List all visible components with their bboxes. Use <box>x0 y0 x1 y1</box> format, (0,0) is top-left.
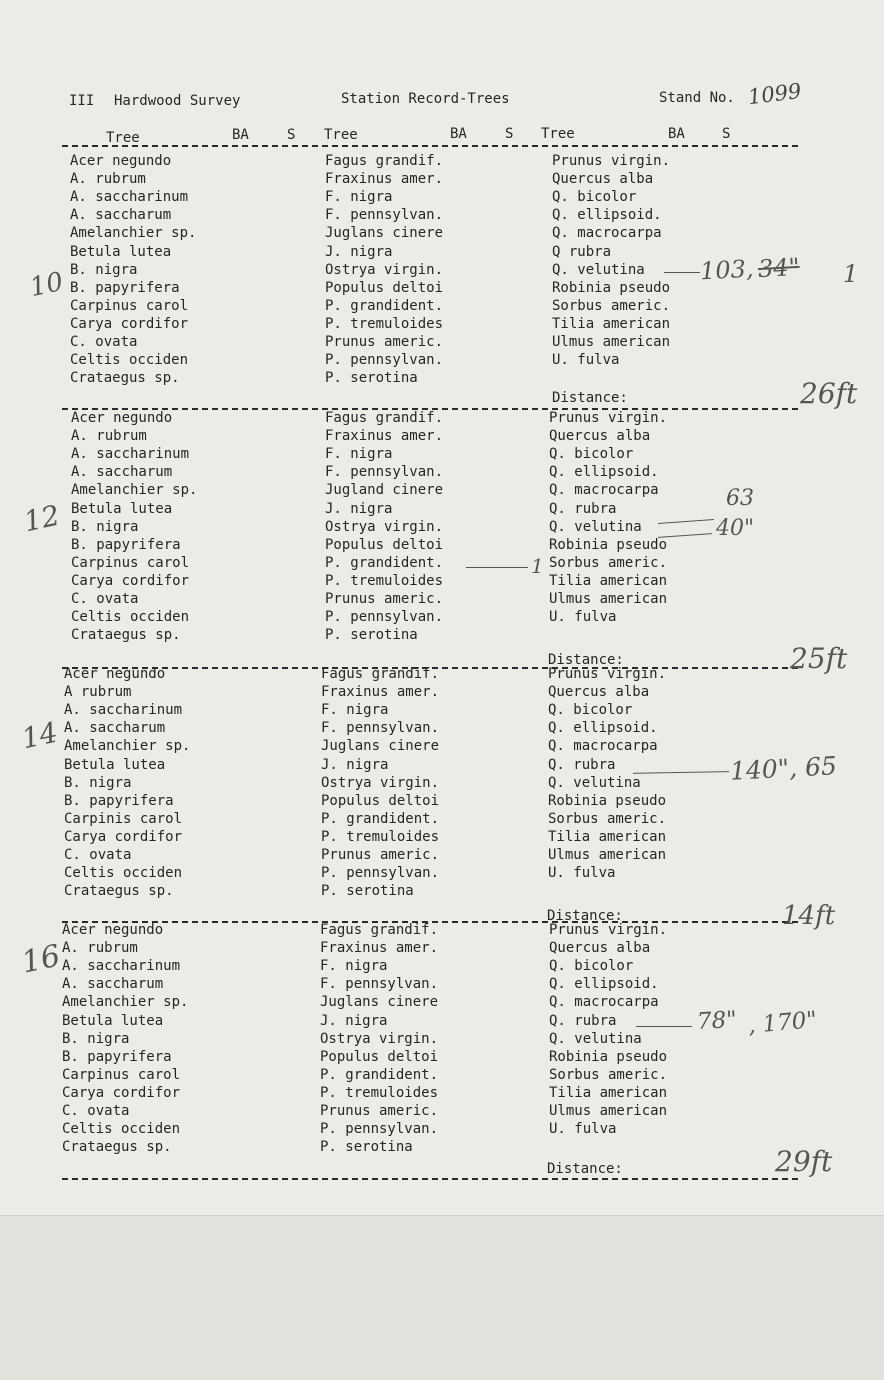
species-entry: F. pennsylvan. <box>325 207 444 224</box>
species-entry: Carpinus carol <box>70 297 189 314</box>
species-entry: C. ovata <box>64 847 132 863</box>
species-entry: Robinia pseudo <box>548 792 667 809</box>
species-entry: Ostrya virgin. <box>320 1030 439 1047</box>
distance-value: 14ft <box>782 901 836 931</box>
species-entry: Fagus grandif. <box>325 153 444 169</box>
species-entry: B. papyrifera <box>71 536 181 553</box>
handwritten-note: , 170" <box>746 1007 819 1039</box>
species-entry: B. papyrifera <box>64 792 174 809</box>
species-entry: Carpinis carol <box>64 810 183 827</box>
stand-label: Stand No. <box>659 90 735 106</box>
species-entry: A. rubrum <box>71 428 147 445</box>
species-entry: Betula lutea <box>71 500 173 517</box>
species-entry: Q. bicolor <box>552 189 637 206</box>
species-entry: A. saccharinum <box>62 958 181 975</box>
species-entry: A. saccharinum <box>70 189 189 206</box>
species-entry: F. nigra <box>325 446 393 463</box>
station-number: 14 <box>18 715 61 756</box>
species-entry: Acer negundo <box>64 666 166 682</box>
species-entry: Prunus virgin. <box>549 922 668 938</box>
handwritten-note: 40" <box>716 516 755 541</box>
species-entry: B. papyrifera <box>70 279 180 296</box>
species-entry: Juglans cinere <box>320 994 439 1011</box>
species-entry: Sorbus americ. <box>549 1066 668 1083</box>
species-entry: A. rubrum <box>70 171 146 188</box>
species-entry: Carya cordifor <box>64 828 183 845</box>
species-entry: Carya cordifor <box>62 1084 181 1101</box>
species-entry: Q. velutina <box>549 518 642 535</box>
species-entry: P. grandident. <box>320 1066 439 1083</box>
species-entry: Populus deltoi <box>325 536 444 553</box>
species-entry: A. saccharinum <box>64 702 183 719</box>
species-entry: Q. ellipsoid. <box>552 207 662 224</box>
species-entry: A. saccharum <box>64 720 166 737</box>
station-number: 10 <box>27 266 66 304</box>
species-entry: Prunus americ. <box>321 847 440 863</box>
species-entry: P. serotina <box>321 883 414 900</box>
handwritten-note: 1 <box>531 554 544 578</box>
species-entry: Prunus virgin. <box>548 666 667 682</box>
station-number: 16 <box>18 938 64 981</box>
species-entry: Q. macrocarpa <box>548 738 658 755</box>
species-entry: Q. bicolor <box>549 446 634 463</box>
species-entry: Q. macrocarpa <box>549 482 659 499</box>
species-entry: A. rubrum <box>62 940 138 957</box>
species-entry: Populus deltoi <box>325 279 444 296</box>
species-entry: B. papyrifera <box>62 1048 172 1065</box>
species-entry: A. saccharum <box>70 207 172 224</box>
species-entry: Prunus americ. <box>325 334 444 350</box>
species-entry: Celtis occiden <box>70 352 189 369</box>
species-entry: P. serotina <box>325 627 418 644</box>
species-entry: Fraxinus amer. <box>320 940 439 957</box>
species-entry: Ostrya virgin. <box>325 261 444 278</box>
species-entry: Sorbus americ. <box>552 297 671 314</box>
species-entry: Amelanchier sp. <box>71 482 198 499</box>
sheet-bottom-edge <box>0 1215 884 1380</box>
record-title: Station Record-Trees <box>341 91 510 107</box>
header-rule <box>62 145 798 147</box>
species-entry: J. nigra <box>321 756 389 773</box>
species-entry: A. saccharum <box>71 464 173 481</box>
species-entry: Acer negundo <box>70 153 172 169</box>
species-entry: Crataegus sp. <box>64 883 174 900</box>
species-entry: F. pennsylvan. <box>320 976 439 993</box>
species-entry: Carpinus carol <box>71 554 190 571</box>
species-entry: Celtis occiden <box>64 865 183 882</box>
col-ba-3: BA <box>668 126 685 142</box>
species-entry: P. pennsylvan. <box>321 865 440 882</box>
handwritten-note: 34" <box>757 252 801 284</box>
species-entry: B. nigra <box>62 1030 130 1047</box>
species-entry: Prunus americ. <box>320 1103 439 1119</box>
species-entry: Carpinus carol <box>62 1066 181 1083</box>
species-entry: P. tremuloides <box>325 315 444 332</box>
species-entry: C. ovata <box>71 591 139 607</box>
species-entry: Fagus grandif. <box>325 410 444 426</box>
species-entry: P. tremuloides <box>320 1084 439 1101</box>
species-entry: Fraxinus amer. <box>325 171 444 188</box>
species-entry: F. nigra <box>325 189 393 206</box>
species-entry: Robinia pseudo <box>549 1048 668 1065</box>
species-entry: Juglans cinere <box>325 225 444 242</box>
species-entry: Carya cordifor <box>70 315 189 332</box>
species-entry: Betula lutea <box>64 756 166 773</box>
col-tree-2: Tree <box>324 127 358 143</box>
distance-value: 29ft <box>775 1145 833 1178</box>
distance-value: 26ft <box>800 377 858 410</box>
species-entry: Betula lutea <box>70 243 172 260</box>
col-ba-1: BA <box>232 127 249 143</box>
species-entry: F. pennsylvan. <box>325 464 444 481</box>
species-entry: Q. bicolor <box>548 702 633 719</box>
species-entry: Populus deltoi <box>320 1048 439 1065</box>
species-entry: P. pennsylvan. <box>325 609 444 626</box>
species-entry: C. ovata <box>70 334 138 350</box>
species-entry: Tilia american <box>552 315 671 332</box>
species-entry: U. fulva <box>549 609 617 626</box>
species-entry: P. tremuloides <box>325 572 444 589</box>
species-entry: Q. rubra <box>549 1012 617 1029</box>
distance-value: 25ft <box>790 642 848 675</box>
species-entry: Q. velutina <box>552 261 645 278</box>
species-entry: B. nigra <box>70 261 138 278</box>
species-entry: Q. rubra <box>549 500 617 517</box>
species-entry: Tilia american <box>548 828 667 845</box>
species-entry: Quercus alba <box>552 171 654 188</box>
species-entry: P. pennsylvan. <box>320 1121 439 1138</box>
species-entry: Fagus grandif. <box>320 922 439 938</box>
distance-label: Distance: <box>552 390 628 406</box>
species-entry: P. grandident. <box>325 297 444 314</box>
species-entry: B. nigra <box>71 518 139 535</box>
species-entry: P. serotina <box>320 1139 413 1156</box>
species-entry: Fraxinus amer. <box>321 684 440 701</box>
species-entry: Crataegus sp. <box>71 627 181 644</box>
species-entry: Quercus alba <box>548 684 650 701</box>
handwritten-note: 140", 65 <box>729 751 838 786</box>
species-entry: Ulmus american <box>548 847 667 863</box>
species-entry: Q rubra <box>552 243 612 260</box>
species-entry: Jugland cinere <box>325 482 444 499</box>
species-entry: Crataegus sp. <box>62 1139 172 1156</box>
species-entry: Ulmus american <box>549 591 668 607</box>
species-entry: Prunus virgin. <box>549 410 668 426</box>
species-entry: Q. rubra <box>548 756 616 773</box>
leader-line <box>636 1026 692 1027</box>
species-entry: Prunus americ. <box>325 591 444 607</box>
stand-number: 1099 <box>746 78 803 110</box>
col-ba-2: BA <box>450 126 467 142</box>
species-entry: Ulmus american <box>552 334 671 350</box>
species-entry: Q. macrocarpa <box>549 994 659 1011</box>
species-entry: J. nigra <box>320 1012 388 1029</box>
species-entry: Quercus alba <box>549 428 651 445</box>
species-entry: C. ovata <box>62 1103 130 1119</box>
species-entry: P. grandident. <box>321 810 440 827</box>
species-entry: Amelanchier sp. <box>62 994 189 1011</box>
species-entry: Fraxinus amer. <box>325 428 444 445</box>
species-entry: Celtis occiden <box>62 1121 181 1138</box>
species-entry: P. grandident. <box>325 554 444 571</box>
species-entry: Q. macrocarpa <box>552 225 662 242</box>
handwritten-note: 103, <box>699 254 755 286</box>
species-entry: Tilia american <box>549 1084 668 1101</box>
species-entry: P. serotina <box>325 370 418 387</box>
leader-line <box>466 567 528 568</box>
col-s-3: S <box>722 126 731 142</box>
species-entry: A. saccharum <box>62 976 164 993</box>
species-entry: Sorbus americ. <box>548 810 667 827</box>
species-entry: Ulmus american <box>549 1103 668 1119</box>
species-entry: Betula lutea <box>62 1012 164 1029</box>
col-s-1: S <box>287 127 296 143</box>
section-number: III <box>69 93 95 109</box>
distance-label: Distance: <box>547 1161 623 1177</box>
species-entry: Crataegus sp. <box>70 370 180 387</box>
species-entry: B. nigra <box>64 774 132 791</box>
species-entry: Acer negundo <box>71 410 173 426</box>
handwritten-note: 63 <box>726 486 754 511</box>
handwritten-note: 78" <box>696 1006 738 1036</box>
species-entry: Juglans cinere <box>321 738 440 755</box>
species-entry: A. saccharinum <box>71 446 190 463</box>
station-number: 12 <box>20 498 63 539</box>
species-entry: Carya cordifor <box>71 572 190 589</box>
species-entry: Populus deltoi <box>321 792 440 809</box>
col-tree-1: Tree <box>106 130 140 146</box>
species-entry: Acer negundo <box>62 922 164 938</box>
species-entry: Q. bicolor <box>549 958 634 975</box>
leader-line <box>664 272 700 273</box>
species-entry: U. fulva <box>552 352 620 369</box>
species-entry: F. nigra <box>320 958 388 975</box>
species-entry: Q. velutina <box>549 1030 642 1047</box>
col-s-2: S <box>505 126 514 142</box>
section-rule <box>62 1178 798 1180</box>
species-entry: Prunus virgin. <box>552 153 671 169</box>
species-entry: Robinia pseudo <box>552 279 671 296</box>
species-entry: Q. ellipsoid. <box>549 464 659 481</box>
handwritten-note: 1 <box>843 260 859 288</box>
distance-label: Distance: <box>548 652 624 668</box>
species-entry: Sorbus americ. <box>549 554 668 571</box>
species-entry: Quercus alba <box>549 940 651 957</box>
col-tree-3: Tree <box>541 126 575 142</box>
species-entry: Q. ellipsoid. <box>549 976 659 993</box>
species-entry: Ostrya virgin. <box>321 774 440 791</box>
species-entry: Tilia american <box>549 572 668 589</box>
species-entry: U. fulva <box>548 865 616 882</box>
species-entry: F. pennsylvan. <box>321 720 440 737</box>
survey-title: Hardwood Survey <box>114 93 241 109</box>
species-entry: Amelanchier sp. <box>64 738 191 755</box>
species-entry: J. nigra <box>325 243 393 260</box>
species-entry: U. fulva <box>549 1121 617 1138</box>
species-entry: Ostrya virgin. <box>325 518 444 535</box>
species-entry: J. nigra <box>325 500 393 517</box>
species-entry: Robinia pseudo <box>549 536 668 553</box>
species-entry: Fagus grandif. <box>321 666 440 682</box>
species-entry: Q. ellipsoid. <box>548 720 658 737</box>
species-entry: Amelanchier sp. <box>70 225 197 242</box>
species-entry: Celtis occiden <box>71 609 190 626</box>
distance-label: Distance: <box>547 908 623 924</box>
species-entry: F. nigra <box>321 702 389 719</box>
species-entry: Q. velutina <box>548 774 641 791</box>
species-entry: A rubrum <box>64 684 132 701</box>
species-entry: P. pennsylvan. <box>325 352 444 369</box>
species-entry: P. tremuloides <box>321 828 440 845</box>
